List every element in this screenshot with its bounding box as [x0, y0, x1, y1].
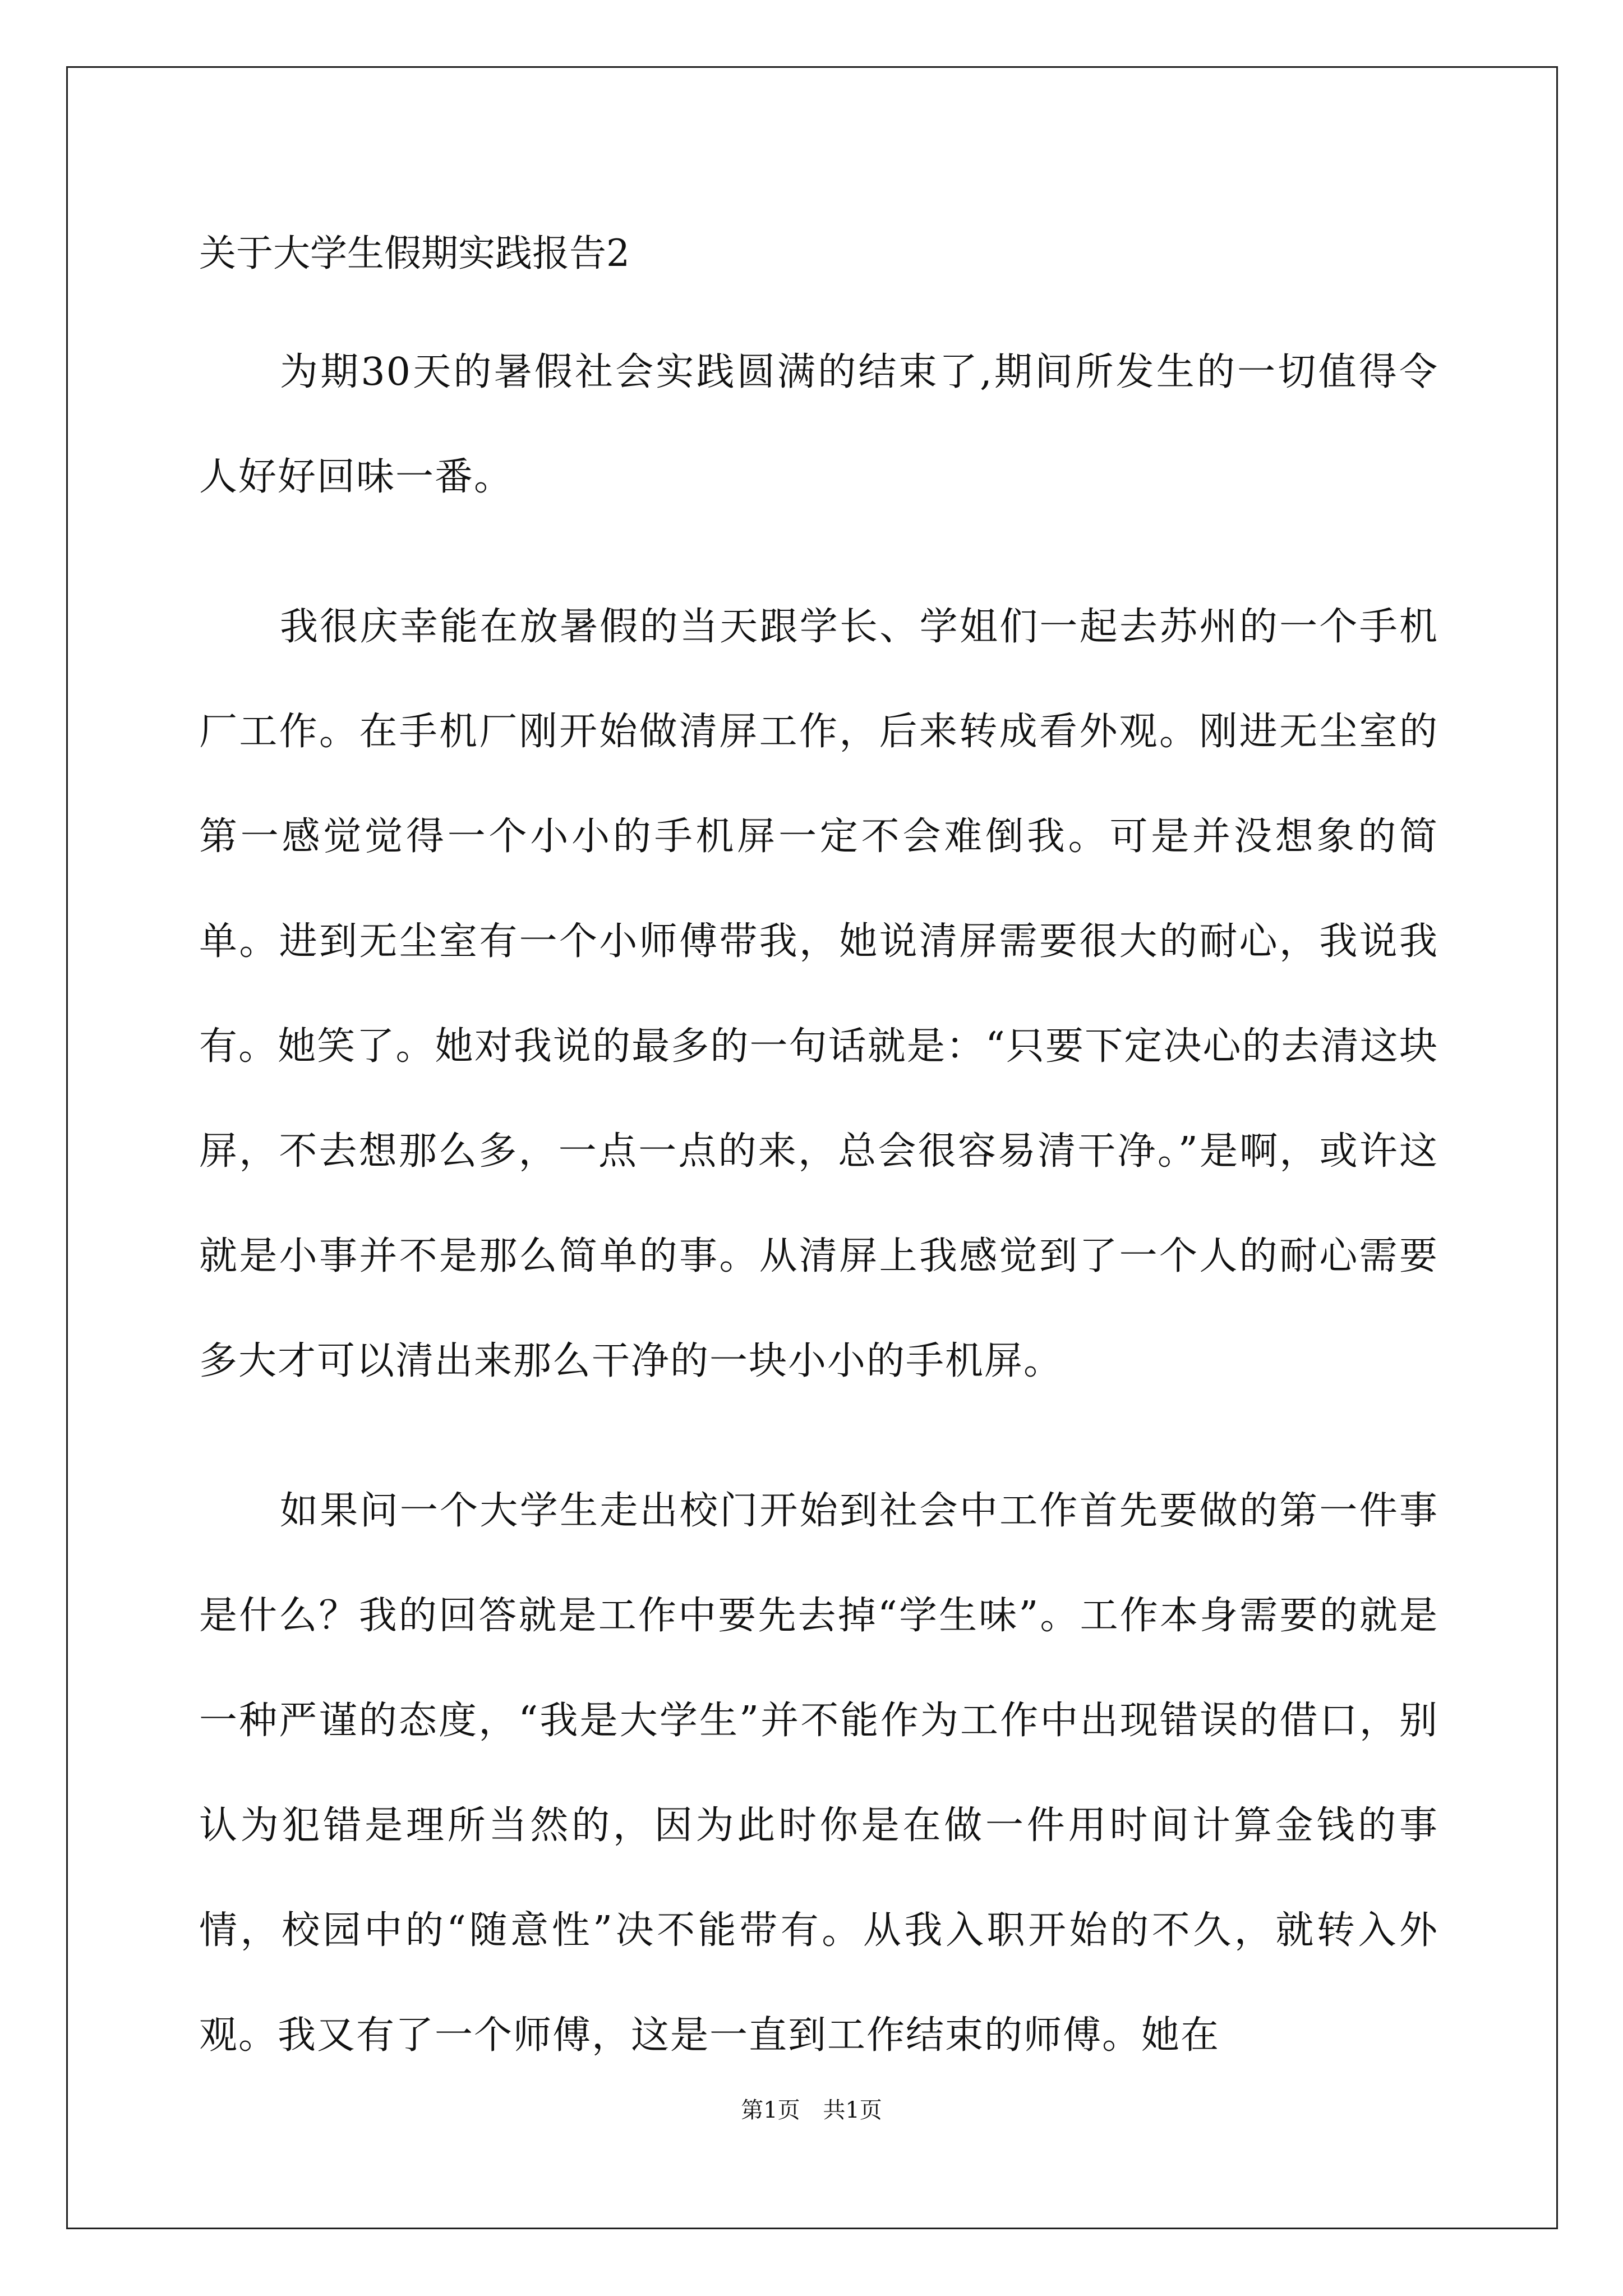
paragraph-3: 如果问一个大学生走出校门开始到社会中工作首先要做的第一件事是什么？我的回答就是工作中要先去掉“学生味”。工作本身需要的就是一种严谨的态度，“我是大学生”并不能作为工作中出现错误的借口，别认为犯错是理所当然的，因为此时你是在做一件用时间计算金钱的事情，校园中的“随意性”决不能带有。从我入职开始的不久，就转入外观。我又有了一个师傅，这是一直到工作结束的师傅。她在	[199, 1489, 1438, 2058]
document-body	[199, 224, 1438, 2088]
paragraph-1: 为期30天的暑假社会实践圆满的结束了,期间所发生的一切值得令人好好回味一番。	[199, 350, 1438, 499]
page-total: 共1页	[823, 2097, 882, 2123]
page-number: 第1页	[741, 2097, 800, 2123]
page-footer	[0, 2093, 1623, 2127]
document-title: 关于大学生假期实践报告2	[199, 232, 630, 275]
paragraph-2: 我很庆幸能在放暑假的当天跟学长、学姐们一起去苏州的一个手机厂工作。在手机厂刚开始做清屏工作，后来转成看外观。刚进无尘室的第一感觉觉得一个小小的手机屏一定不会难倒我。可是并没想象的简单。进到无尘室有一个小师傅带我，她说清屏需要很大的耐心，我说我有。她笑了。她对我说的最多的一句话就是：“只要下定决心的去清这块屏，不去想那么多，一点一点的来，总会很容易清干净。”是啊，或许这就是小事并不是那么简单的事。从清屏上我感觉到了一个人的耐心需要多大才可以清出来那么干净的一块小小的手机屏。	[199, 605, 1438, 1383]
